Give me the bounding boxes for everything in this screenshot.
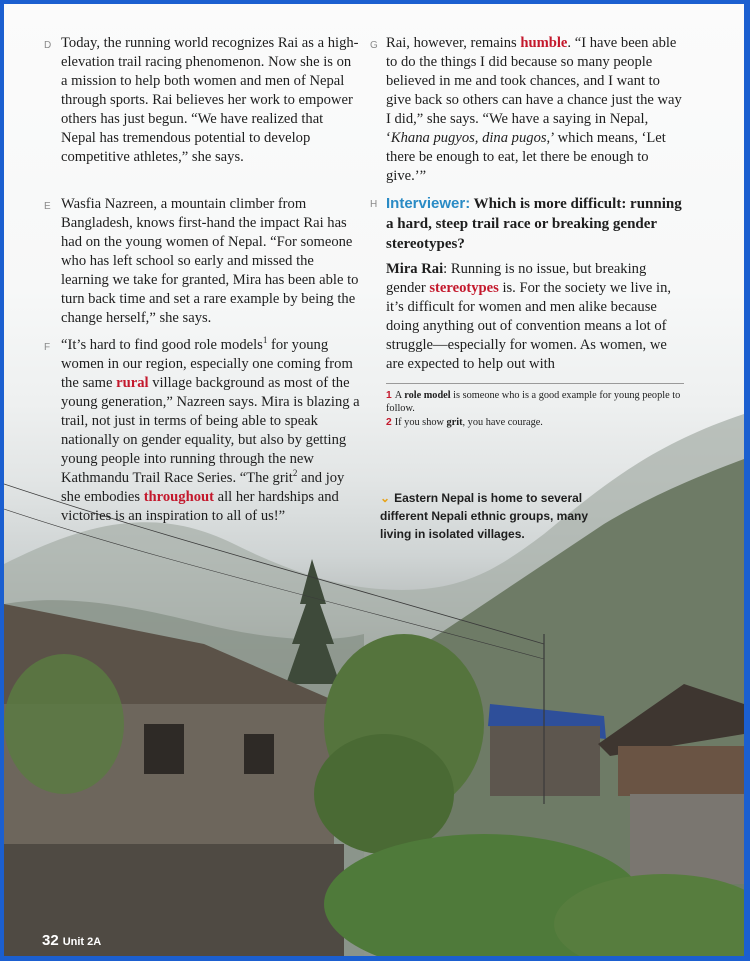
paragraph-g <box>386 34 686 186</box>
footnote-divider <box>386 383 684 384</box>
vocab-word: stereotypes <box>429 280 499 296</box>
caption-text: Eastern Nepal is home to several different Nepali ethnic groups, many living in isolated villages. <box>380 491 589 541</box>
paragraph-answer <box>386 260 686 374</box>
text-run: village background as most of the young generation,” Nazreen says. Mira is blazing a trail, not just in terms of being able to speak nationally on gender equality, but also by getting young people into running through the new Kathmandu Trail Race Series. “The grit <box>61 375 360 486</box>
text-run: Today, the running world recognizes Rai as a high-elevation trail racing phenomenon. Now she is on a mission to help both women and men of Nepal through sports. Rai believes her work to empower others has just begun. “We have realized that Nepal has tremendous potential to develop competitive athletes,” she says. <box>61 35 359 165</box>
text-run: Mira Rai <box>386 261 444 277</box>
footnote-ref: 1 <box>262 335 268 346</box>
paragraph-d <box>61 34 361 167</box>
question-text: Which is more difficult: running a hard, steep trail race or breaking gender stereotypes? <box>386 196 682 252</box>
chevron-down-icon: ⌄ <box>380 491 391 505</box>
text-run: ,’ which means, ‘Let there be enough to eat, let there be enough to give.’” <box>386 130 666 184</box>
vocab-word: throughout <box>143 489 214 505</box>
text-run: Khana pugyos, dina pugos <box>390 130 547 146</box>
para-letter-h: H <box>370 199 378 210</box>
unit-label: Unit 2A <box>62 936 102 948</box>
text-run: Rai, however, remains <box>386 35 521 51</box>
interview-question <box>386 194 686 254</box>
para-letter-f: F <box>44 342 51 353</box>
text-run: Wasfia Nazreen, a mountain climber from Bangladesh, knows first-hand the impact Rai has had on the young women of Nepal. “For someone who has left school so early and missed the learning we take for granted, Mira has been able to turn back time and set a rare example by being the change herself,” she says. <box>61 196 359 326</box>
text-run: all her hardships and victories is an inspiration to all of us!” <box>61 489 339 524</box>
para-letter-e: E <box>44 201 51 212</box>
text-run: “It’s hard to find good role models <box>61 337 263 353</box>
text-run: for young women in our region, especially one coming from the same <box>61 337 353 391</box>
vocab-word: rural <box>116 375 149 391</box>
text-run: and joy she embodies <box>61 470 345 505</box>
textbook-page <box>4 4 744 956</box>
paragraph-e <box>61 195 361 328</box>
page-number: 32 <box>42 932 59 949</box>
para-letter-d: D <box>44 40 52 51</box>
photo-caption <box>380 489 620 543</box>
page-folio <box>42 932 101 950</box>
text-run: . “I have been able to do the things I did because so many people believed in me and took chances, and I want to give back so others can have a chance just the way I did,” she says. “We have a saying in Nepal, ‘ <box>386 35 682 146</box>
footnote-ref: 2 <box>292 468 298 479</box>
interviewer-tag: Interviewer: <box>386 195 471 212</box>
para-letter-g: G <box>370 40 378 51</box>
paragraph-f <box>61 336 361 526</box>
text-run: is. For the society we live in, it’s difficult for women and men alike because doing anything out of convention means a lot of struggle—especially for women. As women, we are expected to help out with <box>386 280 672 372</box>
vocab-word: humble <box>520 35 568 51</box>
footnote-2: 2 If you show grit, you have courage. <box>386 417 543 428</box>
text-run: : Running is no issue, but breaking gender <box>386 261 647 296</box>
footnote-1: 1 A role model is someone who is a good example for young people to follow. <box>386 390 681 414</box>
